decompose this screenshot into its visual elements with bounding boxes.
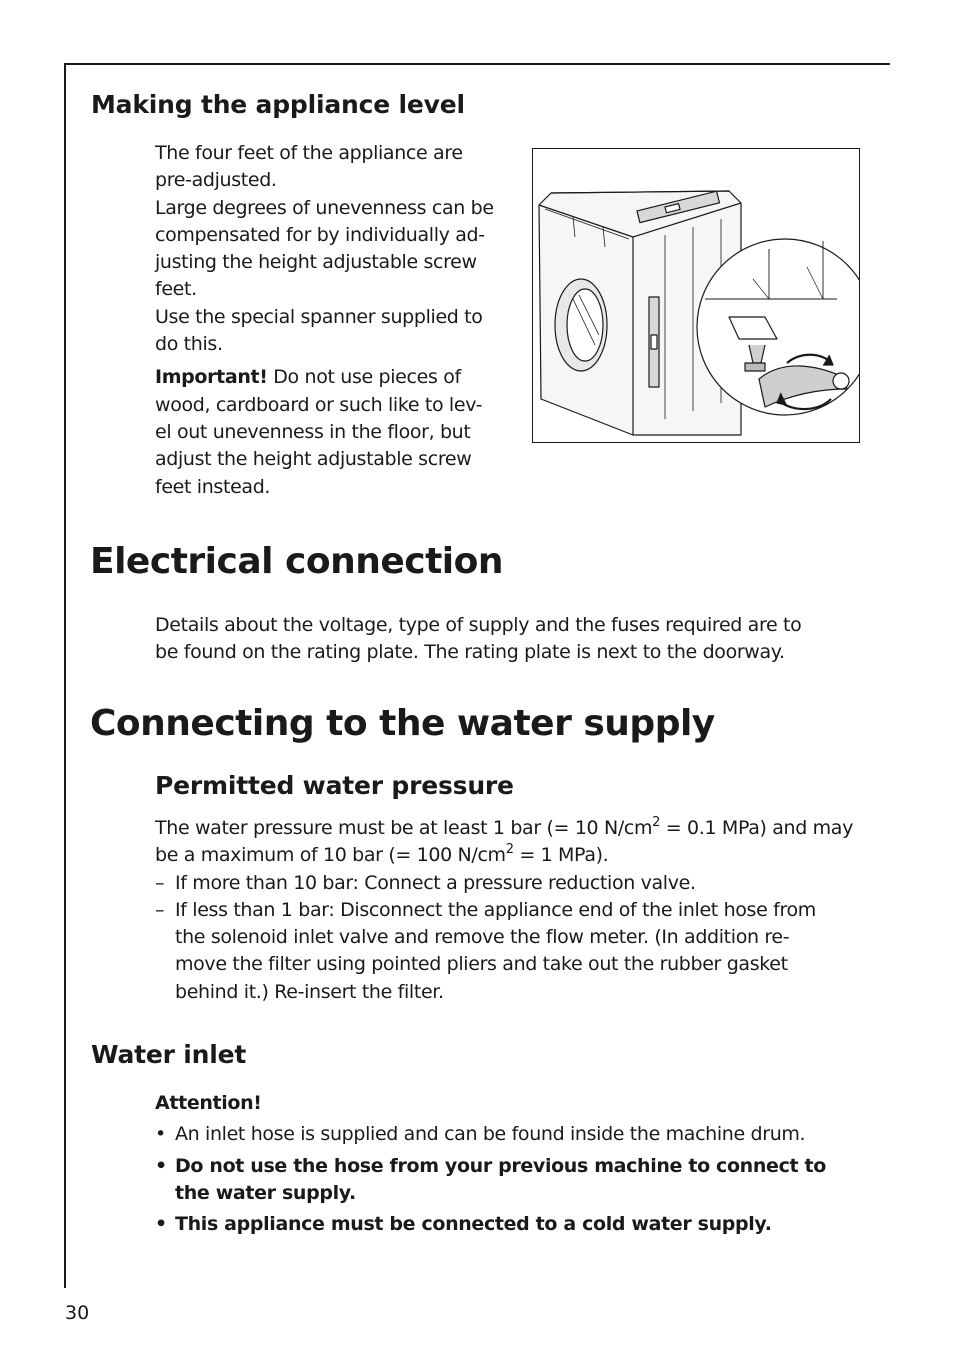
heading-permitted-pressure: Permitted water pressure: [155, 771, 514, 800]
bullet-text: [175, 1153, 826, 1208]
pressure-line-2-a: be a maximum of 10 bar (= 100 N/cm: [155, 844, 506, 867]
dash-line: the solenoid inlet valve and remove the flow meter. (In addition re-: [175, 926, 790, 949]
dash-mark: –: [155, 871, 165, 894]
frame-left-rule: [64, 63, 66, 1288]
important-text: Do not use pieces of: [267, 366, 461, 389]
dash-list-item: [155, 870, 875, 897]
leveling-line: The four feet of the appliance are: [155, 142, 463, 164]
bullet-text: This appliance must be connected to a cold water supply.: [175, 1213, 772, 1236]
pressure-line-2-b: = 1 MPa).: [513, 844, 609, 867]
leveling-line: do this.: [155, 333, 223, 356]
leveling-line: Use the special spanner supplied to: [155, 305, 483, 328]
bullet-list-item: [155, 1121, 875, 1148]
frame-top-rule: [65, 63, 890, 65]
pressure-text: [155, 815, 875, 1006]
washing-machine-spanner-drawing: [533, 149, 859, 442]
leveling-line: Large degrees of unevenness can be: [155, 196, 494, 219]
bullet-list-item: [155, 1211, 875, 1238]
bullet-text: An inlet hose is supplied and can be found inside the machine drum.: [175, 1123, 806, 1146]
electrical-line: Details about the voltage, type of supply and the fuses required are to: [155, 614, 802, 636]
dash-text: [175, 897, 816, 1006]
leveling-illustration: [532, 148, 860, 443]
heading-water-supply: Connecting to the water supply: [90, 703, 715, 744]
dash-line: behind it.) Re-insert the filter.: [175, 980, 444, 1003]
pressure-line-2: [155, 842, 875, 869]
dash-line: If less than 1 bar: Disconnect the appliance end of the inlet hose from: [175, 898, 816, 921]
page-number: 30: [65, 1302, 90, 1324]
heading-water-inlet: Water inlet: [91, 1040, 247, 1069]
dash-list-item: [155, 897, 875, 1006]
bullet-mark: •: [155, 1213, 167, 1236]
electrical-line: be found on the rating plate. The rating plate is next to the doorway.: [155, 641, 785, 664]
pressure-line-1-a: The water pressure must be at least 1 bar (= 10 N/cm: [155, 817, 653, 839]
leveling-line: wood, cardboard or such like to lev-: [155, 393, 483, 416]
leveling-line: compensated for by individually ad-: [155, 223, 485, 246]
heading-electrical-connection: Electrical connection: [90, 541, 503, 582]
bullet-mark: •: [155, 1154, 167, 1177]
inlet-text: [155, 1090, 875, 1238]
bullet-mark: •: [155, 1123, 166, 1146]
heading-making-level: Making the appliance level: [91, 90, 465, 119]
dash-mark: –: [155, 898, 165, 921]
superscript: 2: [505, 841, 514, 857]
important-label: Important!: [155, 366, 268, 389]
electrical-text: [155, 612, 875, 667]
leveling-line: justing the height adjustable screw: [155, 251, 477, 274]
pressure-line-1-b: = 0.1 MPa) and may: [660, 817, 853, 839]
attention-label: Attention!: [155, 1092, 262, 1114]
leveling-text: [155, 140, 525, 501]
bullet-line: Do not use the hose from your previous machine to connect to: [175, 1154, 826, 1177]
pressure-line-1: [155, 815, 875, 842]
bullet-line: the water supply.: [175, 1181, 356, 1204]
leveling-line: el out unevenness in the floor, but: [155, 420, 471, 443]
leveling-line: adjust the height adjustable screw: [155, 448, 472, 471]
leveling-line: pre-adjusted.: [155, 169, 277, 192]
superscript: 2: [652, 814, 661, 830]
bullet-list-item: [155, 1153, 875, 1208]
dash-line: move the filter using pointed pliers and take out the rubber gasket: [175, 953, 788, 976]
leveling-line: feet.: [155, 278, 197, 301]
leveling-line: feet instead.: [155, 475, 271, 498]
important-note: [155, 364, 525, 391]
dash-text: If more than 10 bar: Connect a pressure reduction valve.: [175, 871, 696, 894]
